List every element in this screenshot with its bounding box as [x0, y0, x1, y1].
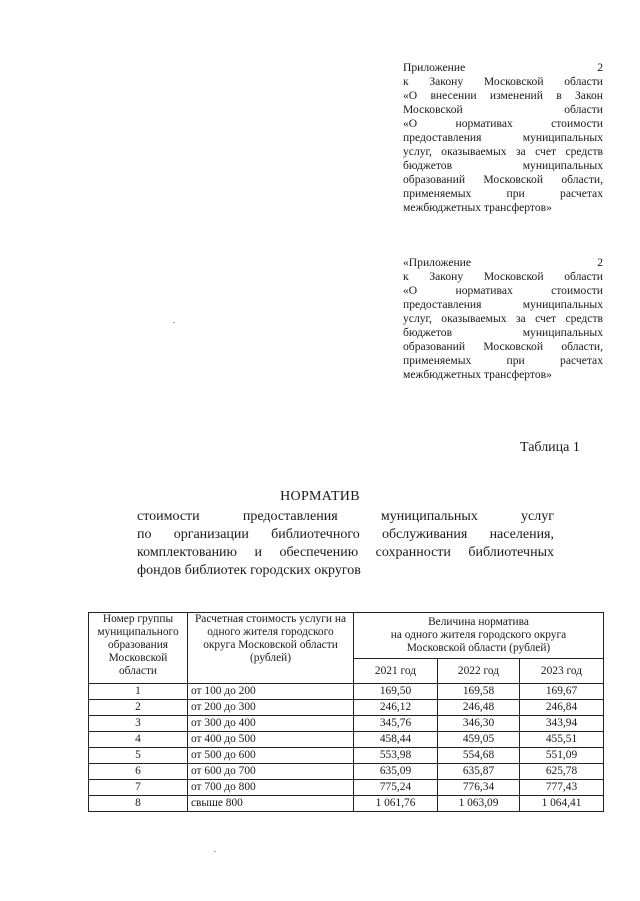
cell-2021: 169,50 — [354, 684, 438, 700]
cell-cost: от 100 до 200 — [188, 684, 354, 700]
cell-2023: 1 064,41 — [520, 796, 604, 812]
cell-group: 6 — [89, 764, 188, 780]
appendix-line: услуг, оказываемых за счет средств — [403, 312, 603, 325]
cell-cost: от 600 до 700 — [188, 764, 354, 780]
cell-2022: 459,05 — [438, 732, 520, 748]
scan-speck — [214, 851, 216, 852]
cell-group: 1 — [89, 684, 188, 700]
document-subtitle — [137, 508, 554, 580]
cell-2023: 551,09 — [520, 748, 604, 764]
appendix-line: межбюджетных трансфертов» — [403, 201, 552, 214]
cell-group: 3 — [89, 716, 188, 732]
subtitle-line: стоимости предоставления муниципальных услуг — [137, 509, 554, 524]
subtitle-line: фондов библиотек городских округов — [137, 563, 361, 578]
header-normative-line: на одного жителя городского округа — [390, 629, 567, 641]
cell-group: 8 — [89, 796, 188, 812]
appendix-line: предоставления муниципальных — [403, 131, 603, 144]
document-heading: НОРМАТИВ — [280, 489, 360, 504]
appendix-line: «О нормативах стоимости — [403, 284, 603, 297]
subtitle-line: комплектованию и обеспечению сохранности библиотечных — [137, 545, 554, 560]
scan-speck — [173, 322, 175, 323]
header-cost: Расчетная стоимость услуги на одного жителя городского округа Московской области (рублей) — [188, 613, 354, 684]
cell-group: 2 — [89, 700, 188, 716]
appendix-2-amendment-note — [403, 61, 603, 215]
header-normative-line: Московской области (рублей) — [406, 642, 551, 654]
appendix-line: «О нормативах стоимости — [403, 117, 603, 130]
header-normative-line: Величина норматива — [428, 616, 529, 628]
cell-2023: 169,67 — [520, 684, 604, 700]
cell-2021: 246,12 — [354, 700, 438, 716]
appendix-line: Московской области — [403, 103, 603, 116]
cell-2023: 343,94 — [520, 716, 604, 732]
table-number: Таблица 1 — [520, 440, 580, 455]
cell-cost: от 300 до 400 — [188, 716, 354, 732]
appendix-line: применяемых при расчетах — [403, 354, 603, 367]
cell-cost: от 400 до 500 — [188, 732, 354, 748]
header-normative — [354, 613, 604, 659]
cell-2023: 625,78 — [520, 764, 604, 780]
cell-2022: 776,34 — [438, 780, 520, 796]
cell-2023: 455,51 — [520, 732, 604, 748]
appendix-line: Приложение 2 — [403, 61, 603, 74]
cell-2022: 635,87 — [438, 764, 520, 780]
table-row — [89, 700, 604, 716]
normative-table — [88, 612, 604, 812]
cell-group: 7 — [89, 780, 188, 796]
cell-2022: 554,68 — [438, 748, 520, 764]
table-row — [89, 732, 604, 748]
cell-2021: 775,24 — [354, 780, 438, 796]
table-row — [89, 796, 604, 812]
appendix-line: применяемых при расчетах — [403, 187, 603, 200]
appendix-line: «Приложение 2 — [403, 256, 603, 269]
table-row — [89, 748, 604, 764]
appendix-line: образований Московской области, — [403, 340, 603, 353]
cell-2021: 458,44 — [354, 732, 438, 748]
cell-group: 4 — [89, 732, 188, 748]
appendix-line: бюджетов муниципальных — [403, 326, 603, 339]
cell-cost: от 700 до 800 — [188, 780, 354, 796]
appendix-line: образований Московской области, — [403, 173, 603, 186]
cell-cost: свыше 800 — [188, 796, 354, 812]
appendix-line: «О внесении изменений в Закон — [403, 89, 603, 102]
header-year-2022: 2022 год — [438, 659, 520, 684]
cell-group: 5 — [89, 748, 188, 764]
appendix-line: к Закону Московской области — [403, 75, 603, 88]
appendix-line: предоставления муниципальных — [403, 298, 603, 311]
header-year-2023: 2023 год — [520, 659, 604, 684]
cell-2022: 246,48 — [438, 700, 520, 716]
appendix-line: бюджетов муниципальных — [403, 159, 603, 172]
cell-2022: 169,58 — [438, 684, 520, 700]
cell-2021: 1 061,76 — [354, 796, 438, 812]
subtitle-line: по организации библиотечного обслуживания населения, — [137, 527, 554, 542]
cell-2021: 345,76 — [354, 716, 438, 732]
header-group-number: Номер группы муниципального образования Московской области — [89, 613, 188, 684]
table-row — [89, 764, 604, 780]
appendix-line: услуг, оказываемых за счет средств — [403, 145, 603, 158]
cell-2021: 635,09 — [354, 764, 438, 780]
cell-2023: 246,84 — [520, 700, 604, 716]
cell-2022: 1 063,09 — [438, 796, 520, 812]
cell-cost: от 200 до 300 — [188, 700, 354, 716]
appendix-line: межбюджетных трансфертов» — [403, 368, 552, 381]
table-row — [89, 684, 604, 700]
appendix-line: к Закону Московской области — [403, 270, 603, 283]
cell-2022: 346,30 — [438, 716, 520, 732]
header-year-2021: 2021 год — [354, 659, 438, 684]
table-row — [89, 780, 604, 796]
table-row — [89, 716, 604, 732]
cell-2021: 553,98 — [354, 748, 438, 764]
cell-2023: 777,43 — [520, 780, 604, 796]
cell-cost: от 500 до 600 — [188, 748, 354, 764]
appendix-2-original-note — [403, 256, 603, 382]
